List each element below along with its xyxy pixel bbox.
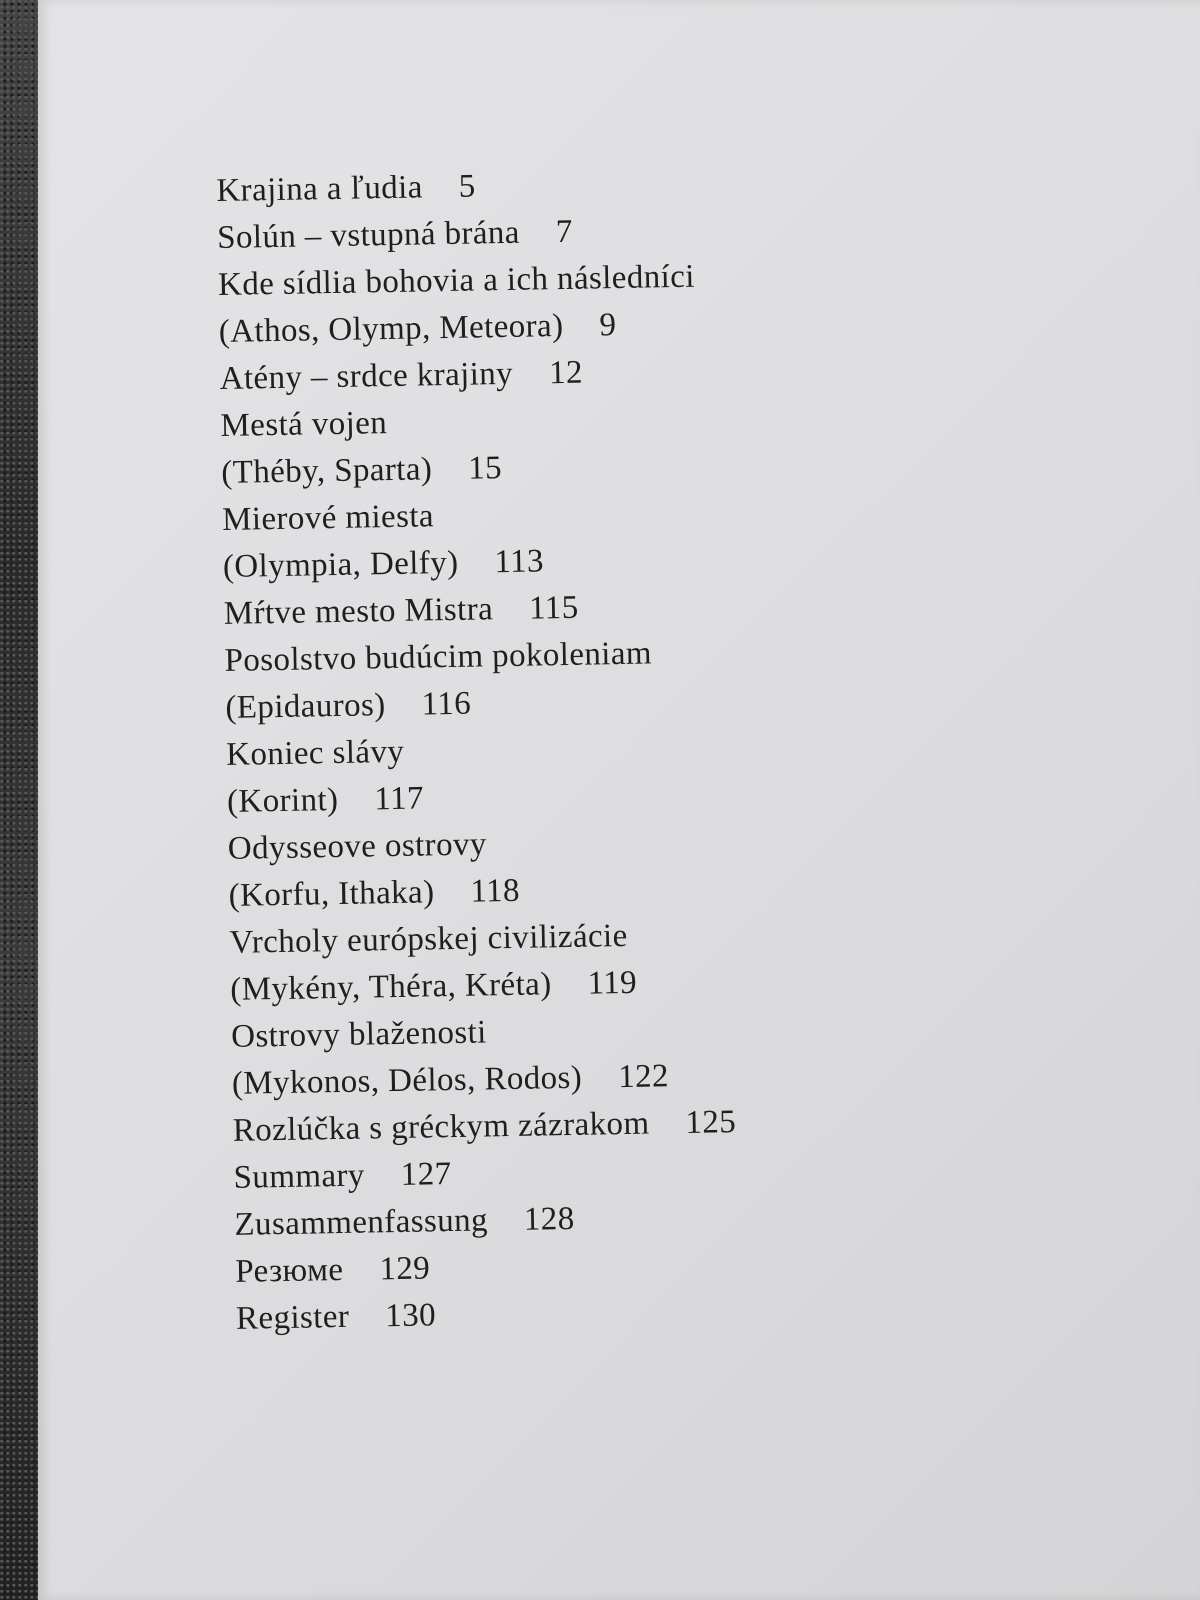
- toc-entry-title: Posolstvo budúcim pokoleniam: [224, 635, 653, 679]
- toc-entry-title: Ostrovy blaženosti: [230, 1014, 488, 1055]
- toc-entry-title: Register: [235, 1298, 350, 1337]
- toc-entry-title: Mestá vojen: [220, 405, 388, 444]
- toc-entry-title: Koniec slávy: [225, 733, 405, 773]
- toc-entry-title: (Athos, Olymp, Meteora): [218, 307, 564, 350]
- toc-entry-page: [663, 917, 664, 953]
- toc-entry-page: 119: [587, 964, 638, 1002]
- toc-entry-title: Zusammenfassung: [234, 1202, 489, 1243]
- toc-entry-title: (Théby, Sparta): [221, 451, 433, 491]
- toc-entry-title: (Epidauros): [225, 687, 386, 726]
- toc-entry-page: 125: [685, 1104, 737, 1141]
- toc-entry-title: (Mykonos, Délos, Rodos): [231, 1059, 583, 1102]
- toc-entry-title: (Mykény, Théra, Kréta): [230, 966, 552, 1008]
- toc-entry-page: 9: [599, 307, 617, 344]
- toc-entry-page: 122: [617, 1058, 670, 1096]
- toc-entry-page: [688, 635, 689, 671]
- toc-entry-title: (Korint): [226, 781, 339, 820]
- toc-entry-page: 117: [374, 780, 425, 818]
- toc-entry-page: [423, 404, 424, 440]
- toc-entry-title: (Olympia, Delfy): [222, 544, 459, 585]
- toc-entry-page: [522, 826, 523, 862]
- toc-entry-title: Atény – srdce krajiny: [219, 355, 514, 397]
- toc-entry-title: Vrcholy európskej civilizácie: [229, 917, 628, 961]
- toc-entry-page: [522, 1014, 523, 1050]
- toc-entry-title: Rozlúčka s gréckym zázrakom: [232, 1105, 650, 1149]
- toc-entry-page: 129: [379, 1250, 431, 1288]
- table-of-contents: [216, 152, 1136, 1348]
- toc-entry-page: 7: [555, 213, 574, 251]
- toc-entry-title: Mierové miesta: [221, 498, 435, 538]
- toc-entry-page: 113: [494, 543, 545, 581]
- toc-entry-page: [730, 258, 731, 294]
- toc-entry-title: (Korfu, Ithaka): [228, 874, 435, 914]
- book-left-edge: [0, 0, 40, 1600]
- toc-entry-page: [470, 498, 471, 534]
- book-page: [38, 0, 1200, 1600]
- toc-entry-title: Summary: [233, 1157, 366, 1196]
- toc-entry-page: 118: [470, 872, 521, 910]
- toc-entry-title: Solún – vstupná brána: [216, 214, 521, 256]
- toc-entry-page: 115: [528, 589, 579, 627]
- toc-entry-page: 12: [548, 354, 584, 392]
- toc-entry-page: [440, 733, 441, 769]
- toc-entry-page: 15: [467, 450, 503, 487]
- toc-entry-title: Mŕtve mesto Mistra: [223, 591, 494, 632]
- toc-entry-page: 128: [523, 1200, 575, 1238]
- toc-entry-page: 127: [400, 1156, 452, 1193]
- toc-entry-page: 130: [384, 1297, 437, 1335]
- toc-entry-title: Krajina a ľudia: [216, 169, 424, 209]
- toc-entry-title: Odysseove ostrovy: [227, 826, 488, 867]
- toc-entry-page: 116: [421, 685, 472, 723]
- toc-entry-page: 5: [458, 168, 476, 205]
- toc-entry-title: Резюме: [234, 1251, 344, 1290]
- toc-entry-title: Kde sídlia bohovia a ich následníci: [217, 258, 696, 303]
